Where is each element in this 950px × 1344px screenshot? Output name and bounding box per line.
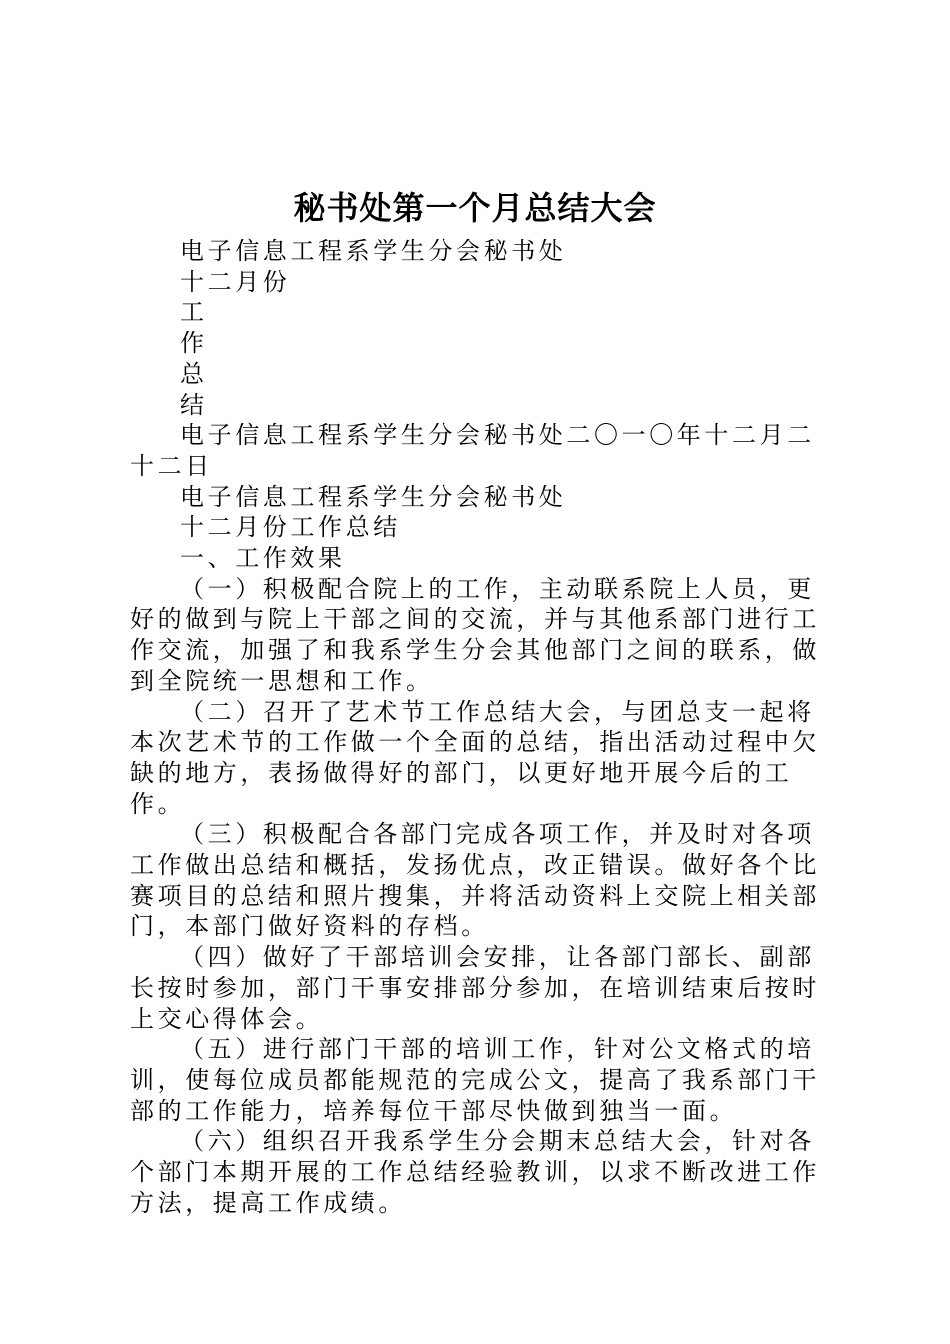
paragraph: （三）积极配合各部门完成各项工作，并及时对各项工作做出总结和概括，发扬优点，改正错误。做好各个比赛项目的总结和照片搜集，并将活动资料上交院上相关部门，本部门做好资料的存档。 (130, 820, 820, 941)
paragraph: 作 (180, 329, 208, 358)
document-body (130, 236, 840, 1219)
paragraph: 十二月份工作总结 (180, 513, 401, 542)
paragraph: 结 (180, 390, 208, 419)
paragraph: （四）做好了干部培训会安排，让各部门部长、副部长按时参加，部门干事安排部分参加，在培训结束后按时上交心得体会。 (130, 943, 820, 1033)
paragraph: 总 (180, 359, 208, 388)
paragraph: 电子信息工程系学生分会秘书处二〇一〇年十二月二十二日 (130, 421, 815, 480)
section-heading: 一、工作效果 (180, 544, 346, 573)
paragraph: 电子信息工程系学生分会秘书处 (180, 237, 567, 265)
paragraph: （一）积极配合院上的工作，主动联系院上人员，更好的做到与院上干部之间的交流，并与其他系部门进行工作交流，加强了和我系学生分会其他部门之间的联系，做到全院统一思想和工作。 (130, 574, 820, 695)
paragraph: （六）组织召开我系学生分会期末总结大会，针对各个部门本期开展的工作总结经验教训，以求不断改进工作方法，提高工作成绩。 (130, 1127, 820, 1217)
paragraph: 十二月份 (180, 267, 291, 296)
paragraph: （五）进行部门干部的培训工作，针对公文格式的培训，使每位成员都能规范的完成公文，提高了我系部门干部的工作能力，培养每位干部尽快做到独当一面。 (130, 1035, 820, 1125)
paragraph: （二）召开了艺术节工作总结大会，与团总支一起将本次艺术节的工作做一个全面的总结，指出活动过程中欠缺的地方，表扬做得好的部门，以更好地开展今后的工作。 (130, 697, 820, 818)
document-title: 秘书处第一个月总结大会 (293, 189, 657, 227)
paragraph: 工 (180, 298, 208, 327)
paragraph: 电子信息工程系学生分会秘书处 (180, 482, 567, 511)
